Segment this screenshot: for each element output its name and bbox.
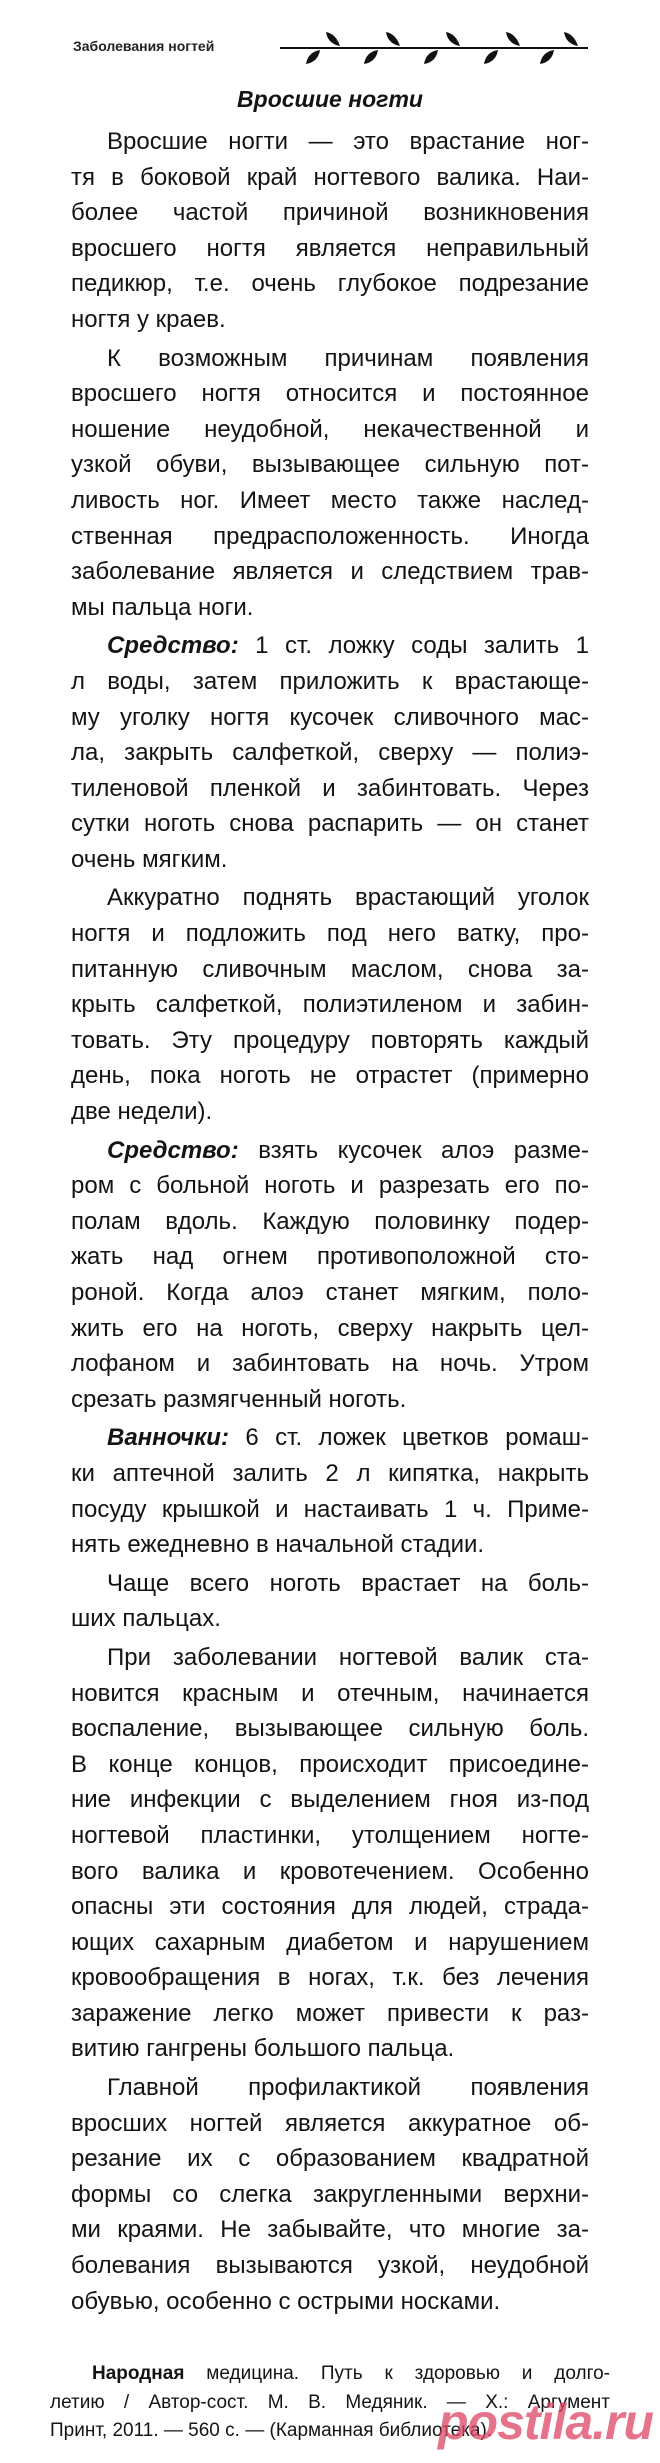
text-line <box>71 1601 589 1637</box>
line-text: заражение легко может привести к раз- <box>71 1999 589 2027</box>
line-text: тиленовой пленкой и забинтовать. Через <box>71 774 589 802</box>
article-title: Вросшие ногти <box>237 86 423 112</box>
line-text: 6 ст. ложек цветков ромаш- <box>228 1424 589 1452</box>
line-text: летию / Автор-сост. М. В. Медяник. — Х.: Аргумент <box>50 2391 610 2413</box>
paragraph-lead: Средство: <box>107 632 239 660</box>
text-line <box>71 231 589 267</box>
leaf-vine-ornament-icon <box>278 28 590 68</box>
text-line <box>71 590 589 626</box>
line-text: нять ежедневно в начальной стадии. <box>71 1531 485 1559</box>
text-line <box>71 2212 589 2248</box>
text-line <box>71 1023 589 1059</box>
text-line <box>71 771 589 807</box>
line-text: узкой обуви, вызывающее сильную пот- <box>71 451 589 479</box>
text-line <box>71 1711 589 1747</box>
text-line <box>71 987 589 1023</box>
text-line <box>71 1818 589 1854</box>
text-line <box>71 2141 589 2177</box>
text-line <box>71 302 589 338</box>
text-line <box>71 1676 589 1712</box>
line-text: При заболевании ногтевой валик ста- <box>107 1643 589 1671</box>
line-text: очень мягким. <box>71 845 228 873</box>
line-text: две недели). <box>71 1098 213 1126</box>
text-line <box>71 880 589 916</box>
paragraph <box>71 880 589 1129</box>
line-text: ки аптечной залить 2 л кипятка, накрыть <box>71 1459 589 1487</box>
text-line <box>71 1168 589 1204</box>
text-line <box>71 519 589 555</box>
text-line <box>71 952 589 988</box>
paragraph-lead: Средство: <box>107 1136 239 1164</box>
paragraph <box>71 2070 589 2319</box>
article-body <box>71 124 589 2322</box>
text-line <box>71 266 589 302</box>
text-line <box>71 1346 589 1382</box>
line-text: Чаще всего ноготь врастает на боль- <box>107 1569 589 1597</box>
text-line <box>71 1094 589 1130</box>
text-line <box>71 2248 589 2284</box>
text-line <box>71 1640 589 1676</box>
line-text: вросших ногтей является аккуратное об- <box>71 2109 589 2137</box>
text-line <box>71 1925 589 1961</box>
line-text: опасны эти состояния для людей, страда- <box>71 1893 589 1921</box>
text-line <box>71 1527 589 1563</box>
line-text: питанную сливочным маслом, снова за- <box>71 955 589 983</box>
line-text: ношение неудобной, некачественной и <box>71 415 589 443</box>
text-line <box>71 195 589 231</box>
text-line <box>71 842 589 878</box>
citation-lead: Народная <box>92 2363 185 2384</box>
line-text: вросшего ногтя относится и постоянное <box>71 380 589 408</box>
line-text: заболевание является и следствием трав- <box>71 558 589 586</box>
line-text: сутки ноготь снова распарить — он станет <box>71 810 589 838</box>
text-line <box>71 554 589 590</box>
line-text: формы со слегка закругленными верхни- <box>71 2180 589 2208</box>
text-line <box>71 1747 589 1783</box>
line-text: обувью, особенно с острыми носками. <box>71 2287 501 2315</box>
text-line <box>71 1204 589 1240</box>
text-line <box>71 376 589 412</box>
text-line <box>71 916 589 952</box>
text-line <box>71 341 589 377</box>
text-line <box>71 2031 589 2067</box>
text-line <box>71 2177 589 2213</box>
text-line <box>71 447 589 483</box>
line-text: роной. Когда алоэ станет мягким, поло- <box>71 1279 589 1306</box>
line-text: срезать размягченный ноготь. <box>71 1385 407 1413</box>
line-text: вого валика и кровотечением. Особенно <box>71 1857 589 1885</box>
paragraph <box>71 1566 589 1637</box>
line-text: день, пока ноготь не отрастет (примерно <box>71 1062 589 1090</box>
line-text: ющих сахарным диабетом и нарушением <box>71 1928 589 1956</box>
line-text: витию гангрены большого пальца. <box>71 2035 455 2063</box>
text-line <box>71 1311 589 1347</box>
text-line <box>71 1275 589 1311</box>
text-line <box>71 2070 589 2106</box>
line-text: педикюр, т.е. очень глубокое подрезание <box>71 270 589 298</box>
line-text: более частой причиной возникновения <box>71 199 589 227</box>
line-text: ливость ног. Имеет место также наслед- <box>71 486 589 514</box>
paragraph <box>71 1420 589 1562</box>
line-text: ром с больной ноготь и разрезать его по- <box>71 1172 589 1200</box>
line-text: новится красным и отечным, начинается <box>71 1679 589 1707</box>
text-line <box>71 2284 589 2320</box>
line-text: медицина. Путь к здоровью и долго- <box>184 2363 610 2384</box>
line-text: тя в боковой край ногтевого валика. Наи- <box>71 163 589 191</box>
line-text: крыть салфеткой, полиэтиленом и забин- <box>71 991 589 1019</box>
line-text: ногтевой пластинки, утолщением ногте- <box>71 1821 589 1849</box>
line-text: резание их с образованием квадратной <box>71 2145 589 2173</box>
line-text: ногтя и подложить под него ватку, про- <box>71 920 589 948</box>
text-line <box>71 412 589 448</box>
text-line <box>71 664 589 700</box>
paragraph <box>71 341 589 626</box>
paragraph <box>71 124 589 338</box>
line-text: ние инфекции с выделением гноя из-под <box>71 1786 589 1814</box>
text-line <box>71 1058 589 1094</box>
running-head: Заболевания ногтей <box>73 38 215 54</box>
line-text: взять кусочек алоэ разме- <box>238 1136 589 1164</box>
line-text: ми краями. Не забывайте, что многие за- <box>71 2216 589 2244</box>
watermark: postila.ru <box>438 2394 654 2450</box>
line-text: л воды, затем приложить к врастающе- <box>71 667 589 695</box>
line-text: вросшего ногтя является неправильный <box>71 234 589 262</box>
text-line <box>71 1239 589 1275</box>
paragraph <box>71 1133 589 1418</box>
line-text: полам вдоль. Каждую половинку подер- <box>71 1207 589 1235</box>
text-line <box>71 1889 589 1925</box>
line-text: ших пальцах. <box>71 1605 221 1633</box>
line-text: К возможным причинам появления <box>107 344 589 372</box>
text-line <box>71 1382 589 1418</box>
line-text: В конце концов, происходит присоедине- <box>71 1750 589 1778</box>
paragraph <box>71 1640 589 2067</box>
text-line <box>71 2106 589 2142</box>
text-line <box>71 483 589 519</box>
text-line <box>71 806 589 842</box>
line-text: Аккуратно поднять врастающий уголок <box>107 884 589 912</box>
text-line <box>71 628 589 664</box>
line-text: лофаном и забинтовать на ночь. Утром <box>71 1350 589 1378</box>
line-text: ственная предрасположенность. Иногда <box>71 522 589 550</box>
text-line <box>71 1566 589 1602</box>
text-line <box>71 1420 589 1456</box>
text-line <box>71 1782 589 1818</box>
line-text: мы пальца ноги. <box>71 593 254 621</box>
line-text: Главной профилактикой появления <box>107 2074 589 2102</box>
text-line <box>71 1854 589 1890</box>
text-line <box>71 1492 589 1528</box>
paragraph-lead: Ванночки: <box>107 1424 229 1452</box>
line-text: жить его на ноготь, сверху накрыть цел- <box>71 1314 589 1342</box>
text-line <box>71 160 589 196</box>
paragraph <box>71 628 589 877</box>
text-line <box>71 1996 589 2032</box>
line-text: товать. Эту процедуру повторять каждый <box>71 1026 589 1054</box>
line-text: жать над огнем противоположной сто- <box>71 1243 589 1271</box>
text-line <box>71 124 589 160</box>
line-text: кровообращения в ногах, т.к. без лечения <box>71 1964 589 1992</box>
line-text: ла, закрыть салфеткой, сверху — полиэ- <box>71 739 589 767</box>
line-text: му уголку ногтя кусочек сливочного мас- <box>71 703 589 731</box>
line-text: воспаление, вызывающее сильную боль. <box>71 1715 589 1743</box>
line-text: ногтя у краев. <box>71 305 226 333</box>
line-text: 1 ст. ложку соды залить 1 <box>238 632 589 660</box>
line-text: Вросшие ногти — это врастание ног- <box>107 128 589 155</box>
text-line <box>71 1456 589 1492</box>
text-line <box>71 735 589 771</box>
line-text: болевания вызываются узкой, неудобной <box>71 2252 589 2280</box>
text-line <box>71 1960 589 1996</box>
citation-line <box>50 2360 610 2389</box>
line-text: посуду крышкой и настаивать 1 ч. Приме- <box>71 1495 589 1523</box>
text-line <box>71 700 589 736</box>
line-text: Принт, 2011. — 560 с. — (Карманная библиотека). <box>50 2420 493 2441</box>
text-line <box>71 1133 589 1169</box>
